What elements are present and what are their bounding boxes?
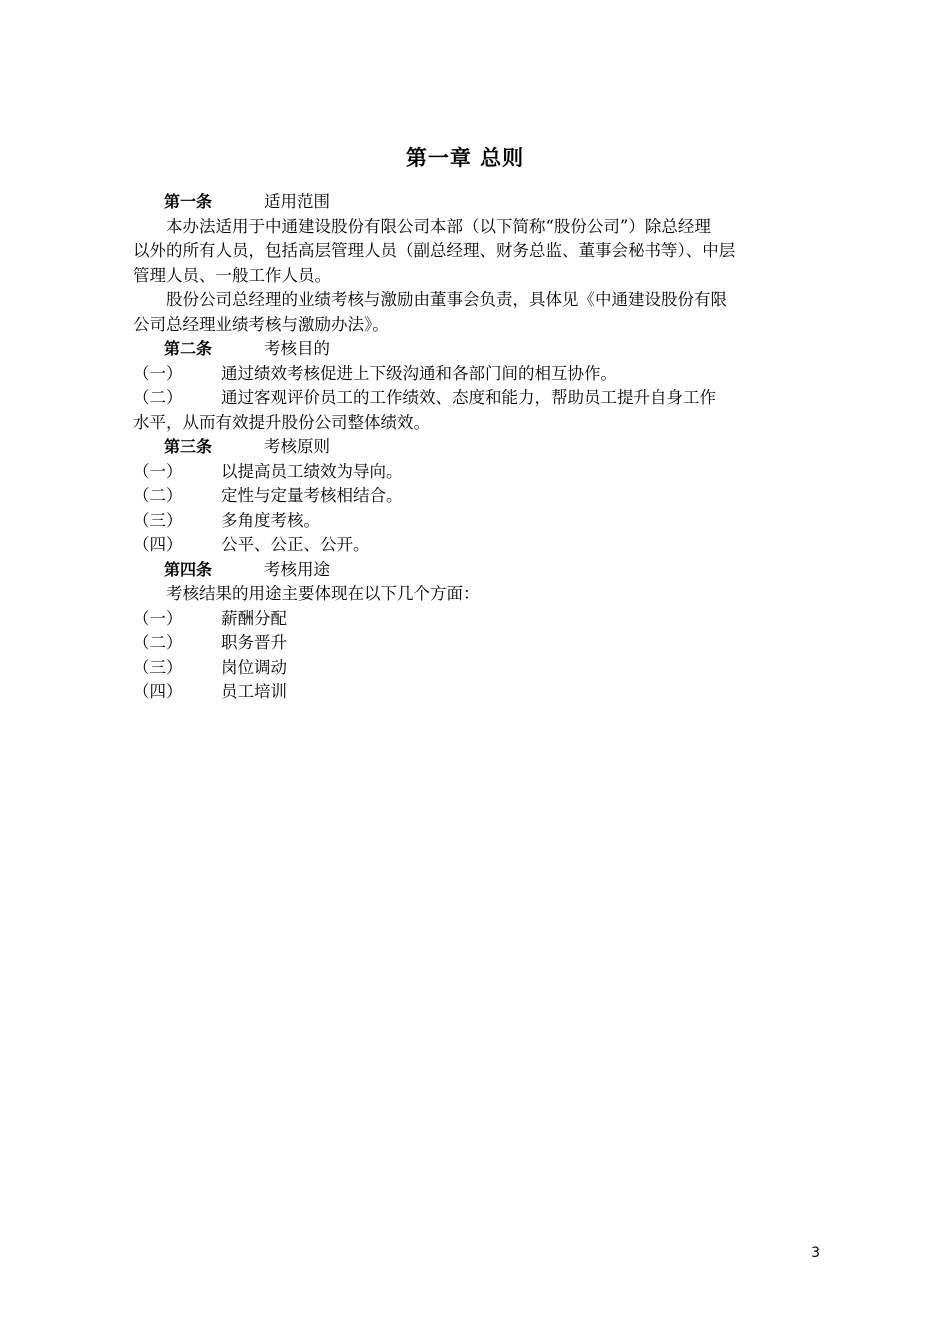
item-text: 公平、公正、公开。 <box>221 535 370 554</box>
list-item <box>133 509 823 534</box>
list-item <box>133 656 823 681</box>
article-title: 考核原则 <box>264 437 330 456</box>
item-text: 薪酬分配 <box>221 608 287 628</box>
article-4-heading <box>133 558 823 583</box>
article-3-heading <box>133 435 823 460</box>
item-number: （二） <box>133 388 183 407</box>
item-text: 以提高员工绩效为导向。 <box>221 461 403 481</box>
item-text: 员工培训 <box>221 682 287 701</box>
article-title: 考核目的 <box>264 339 330 358</box>
item-text: 通过客观评价员工的工作绩效、态度和能力，帮助员工提升自身工作 <box>221 388 716 407</box>
paragraph-line: 公司总经理业绩考核与激励办法》。 <box>133 314 389 334</box>
article-label: 第三条 <box>164 437 213 456</box>
list-item <box>133 680 823 705</box>
item-text: 多角度考核。 <box>221 510 320 530</box>
paragraph-line: 以外的所有人员，包括高层管理人员（副总经理、财务总监、董事会秘书等）、中层 <box>133 241 736 260</box>
item-number: （四） <box>133 535 183 554</box>
list-item <box>133 460 823 485</box>
list-item <box>133 484 823 509</box>
item-number: （三） <box>133 510 183 530</box>
item-number: （二） <box>133 486 183 505</box>
item-text: 职务晋升 <box>221 633 287 652</box>
list-item-continuation: 水平，从而有效提升股份公司整体绩效。 <box>133 412 430 432</box>
item-number: （一） <box>133 461 183 481</box>
item-number: （三） <box>133 657 183 677</box>
article-title: 考核用途 <box>264 559 330 579</box>
article-2-heading <box>133 337 823 362</box>
item-text: 岗位调动 <box>221 657 287 677</box>
page-number: 3 <box>811 1245 820 1261</box>
item-number: （一） <box>133 363 183 383</box>
article-title: 适用范围 <box>264 192 330 211</box>
paragraph-line: 管理人员、一般工作人员。 <box>133 265 331 285</box>
list-item <box>133 533 823 558</box>
list-item <box>133 631 823 656</box>
paragraph-line: 本办法适用于中通建设股份有限公司本部（以下简称“股份公司”）除总经理 <box>166 216 711 236</box>
article-label: 第二条 <box>164 339 213 358</box>
item-text: 定性与定量考核相结合。 <box>221 486 403 505</box>
article-label: 第四条 <box>164 559 213 579</box>
list-item <box>133 607 823 632</box>
article-1-heading <box>133 190 823 215</box>
item-number: （四） <box>133 682 183 701</box>
document-body <box>133 190 823 705</box>
item-number: （一） <box>133 608 183 628</box>
paragraph-line: 考核结果的用途主要体现在以下几个方面： <box>166 584 480 603</box>
paragraph-line: 股份公司总经理的业绩考核与激励由董事会负责，具体见《中通建设股份有限 <box>166 290 727 309</box>
item-number: （二） <box>133 633 183 652</box>
chapter-title: 第一章 总则 <box>405 146 525 170</box>
list-item <box>133 362 823 387</box>
item-text: 通过绩效考核促进上下级沟通和各部门间的相互协作。 <box>221 363 617 383</box>
article-label: 第一条 <box>164 192 213 211</box>
list-item <box>133 386 823 411</box>
